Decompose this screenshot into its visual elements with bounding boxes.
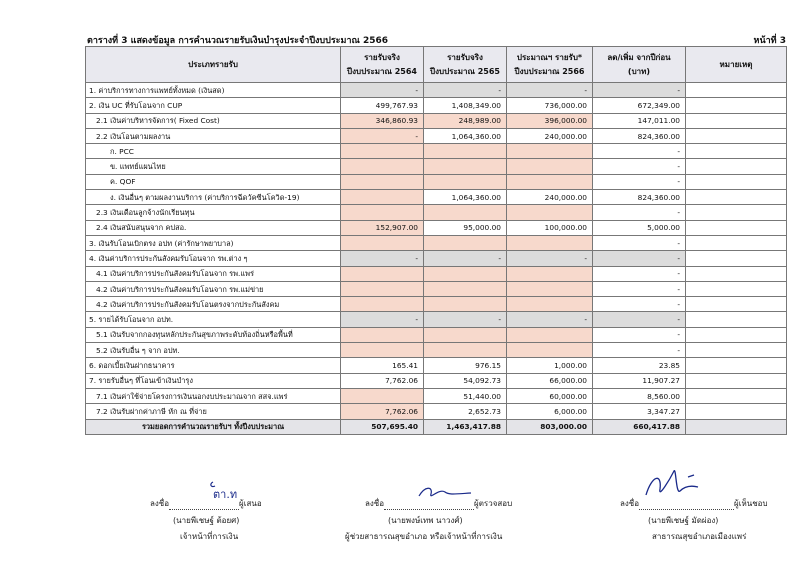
cell-note xyxy=(686,388,787,403)
cell-v3 xyxy=(507,174,593,189)
cell-v4: - xyxy=(593,297,686,312)
table-row xyxy=(86,174,787,189)
row-label: ค. QOF xyxy=(86,174,341,189)
cell-v3: 240,000.00 xyxy=(507,190,593,205)
cell-note xyxy=(686,266,787,281)
row-label: 2. เงิน UC ที่รับโอนจาก CUP xyxy=(86,98,341,113)
table-row xyxy=(86,159,787,174)
cell-v1 xyxy=(341,343,424,358)
cell-v2: 248,989.00 xyxy=(424,113,507,128)
row-label: 1. ค่าบริการทางการแพทย์ทั้งหมด (เงินสด) xyxy=(86,83,341,98)
cell-v4: - xyxy=(593,343,686,358)
total-change: 660,417.88 xyxy=(593,419,686,434)
table-row xyxy=(86,373,787,388)
row-label: 7.1 เงินค่าใช้จ่ายโครงการเงินนอกงบประมาณจาก สสจ.แพร่ xyxy=(86,388,341,403)
cell-note xyxy=(686,327,787,342)
table-row xyxy=(86,113,787,128)
cell-note xyxy=(686,404,787,419)
cell-v3 xyxy=(507,144,593,159)
table-row xyxy=(86,297,787,312)
cell-v3: - xyxy=(507,83,593,98)
table-row xyxy=(86,144,787,159)
cell-v4: 5,000.00 xyxy=(593,220,686,235)
cell-v2 xyxy=(424,159,507,174)
cell-note xyxy=(686,174,787,189)
cell-v1: 165.41 xyxy=(341,358,424,373)
cell-v1: - xyxy=(341,128,424,143)
cell-v1 xyxy=(341,159,424,174)
col-header-note: หมายเหตุ xyxy=(686,47,787,83)
col-header-actual-2565: รายรับจริง ปีงบประมาณ 2565 xyxy=(424,47,507,83)
cell-v4: 147,011.00 xyxy=(593,113,686,128)
cell-v1 xyxy=(341,190,424,205)
cell-v1: 499,767.93 xyxy=(341,98,424,113)
cell-v3 xyxy=(507,159,593,174)
cell-note xyxy=(686,251,787,266)
cell-v1 xyxy=(341,144,424,159)
cell-v1 xyxy=(341,297,424,312)
cell-v2 xyxy=(424,174,507,189)
cell-v2: - xyxy=(424,83,507,98)
signer-name-reviewer: (นายพงษ์เทพ นาวงศ์) xyxy=(388,516,463,525)
cell-v1 xyxy=(341,266,424,281)
cell-v3 xyxy=(507,235,593,250)
cell-v2 xyxy=(424,144,507,159)
cell-v3 xyxy=(507,327,593,342)
cell-note xyxy=(686,358,787,373)
cell-v3: - xyxy=(507,251,593,266)
cell-v2 xyxy=(424,343,507,358)
cell-note xyxy=(686,373,787,388)
signature-block-approver: ลงชื่อ ผู้เห็นชอบ xyxy=(620,499,768,508)
cell-v4: - xyxy=(593,235,686,250)
total-2565: 1,463,417.88 xyxy=(424,419,507,434)
table-row xyxy=(86,235,787,250)
cell-v2: 976.15 xyxy=(424,358,507,373)
col-header-change: ลด/เพิ่ม จากปีก่อน (บาท) xyxy=(593,47,686,83)
cell-v2: - xyxy=(424,251,507,266)
cell-v4: 3,347.27 xyxy=(593,404,686,419)
col-header-actual-2564: รายรับจริง ปีงบประมาณ 2564 xyxy=(341,47,424,83)
cell-v4: - xyxy=(593,83,686,98)
cell-v3: 6,000.00 xyxy=(507,404,593,419)
cell-v3: 100,000.00 xyxy=(507,220,593,235)
cell-v2: 1,064,360.00 xyxy=(424,128,507,143)
signature-block-proposer: ลงชื่อ ผู้เสนอ xyxy=(150,499,262,508)
cell-note xyxy=(686,83,787,98)
table-row xyxy=(86,83,787,98)
table-row xyxy=(86,343,787,358)
cell-v4: - xyxy=(593,251,686,266)
cell-v2: 1,408,349.00 xyxy=(424,98,507,113)
cell-v1 xyxy=(341,205,424,220)
table-row xyxy=(86,205,787,220)
cell-v1 xyxy=(341,388,424,403)
cell-v4: - xyxy=(593,205,686,220)
row-label: 7. รายรับอื่นๆ ที่โอนเข้าเงินบำรุง xyxy=(86,373,341,388)
signer-position-proposer: เจ้าหน้าที่การเงิน xyxy=(180,532,239,541)
cell-v2 xyxy=(424,281,507,296)
cell-note xyxy=(686,281,787,296)
row-label: ข. แพทย์แผนไทย xyxy=(86,159,341,174)
table-row xyxy=(86,388,787,403)
cell-v1: 7,762.06 xyxy=(341,373,424,388)
cell-v4: 672,349.00 xyxy=(593,98,686,113)
cell-v3: 1,000.00 xyxy=(507,358,593,373)
cell-v4: 23.85 xyxy=(593,358,686,373)
row-label: 5. รายได้รับโอนจาก อปท. xyxy=(86,312,341,327)
page-number: หน้าที่ 3 xyxy=(753,36,786,46)
signer-name-proposer: (นายพีเชษฐ์ ต้อยศ) xyxy=(173,516,240,525)
table-row xyxy=(86,220,787,235)
cell-v3 xyxy=(507,205,593,220)
svg-text:ตา.ท: ตา.ท xyxy=(213,488,238,501)
cell-note xyxy=(686,205,787,220)
cell-v1: 7,762.06 xyxy=(341,404,424,419)
handwritten-signature-reviewer xyxy=(415,482,475,506)
cell-v3 xyxy=(507,343,593,358)
cell-v4: - xyxy=(593,144,686,159)
row-label: ง. เงินอื่นๆ ตามผลงานบริการ (ค่าบริการฉีดวัคซีนโควิด-19) xyxy=(86,190,341,205)
cell-v1: - xyxy=(341,83,424,98)
total-2564: 507,695.40 xyxy=(341,419,424,434)
table-header-row xyxy=(86,47,787,83)
signer-position-reviewer: ผู้ช่วยสาธารณสุขอำเภอ หรือเจ้าหน้าที่การเงิน xyxy=(345,532,503,541)
cell-note xyxy=(686,343,787,358)
row-label: 2.2 เงินโอนตามผลงาน xyxy=(86,128,341,143)
handwritten-signature-approver xyxy=(640,465,710,509)
cell-v3: 396,000.00 xyxy=(507,113,593,128)
handwritten-signature-proposer xyxy=(205,476,255,506)
cell-v3 xyxy=(507,297,593,312)
total-2566: 803,000.00 xyxy=(507,419,593,434)
total-row xyxy=(86,419,787,434)
table-row xyxy=(86,312,787,327)
cell-v2: 1,064,360.00 xyxy=(424,190,507,205)
cell-v4: 824,360.00 xyxy=(593,128,686,143)
cell-v4: - xyxy=(593,266,686,281)
cell-v2: 2,652.73 xyxy=(424,404,507,419)
cell-v2: - xyxy=(424,312,507,327)
cell-note xyxy=(686,235,787,250)
cell-v1 xyxy=(341,281,424,296)
signer-name-approver: (นายพีเชษฐ์ มัดผ่อง) xyxy=(648,516,719,525)
cell-v4: - xyxy=(593,281,686,296)
row-label: 2.4 เงินสนับสนุนจาก คปสอ. xyxy=(86,220,341,235)
cell-v2 xyxy=(424,235,507,250)
cell-v2 xyxy=(424,266,507,281)
row-label: 7.2 เงินรับฝากค่าภาษี หัก ณ ที่จ่าย xyxy=(86,404,341,419)
cell-v4: - xyxy=(593,327,686,342)
row-label: 2.1 เงินค่าบริหารจัดการ( Fixed Cost) xyxy=(86,113,341,128)
row-label: 4. เงินค่าบริการประกันสังคมรับโอนจาก รพ.ต่าง ๆ xyxy=(86,251,341,266)
cell-v4: 11,907.27 xyxy=(593,373,686,388)
cell-v3: 66,000.00 xyxy=(507,373,593,388)
total-label: รวมยอดการคำนวณรายรับฯ ทั้งปีงบประมาณ xyxy=(86,419,341,434)
row-label: 6. ดอกเบี้ยเงินฝากธนาคาร xyxy=(86,358,341,373)
cell-v3: - xyxy=(507,312,593,327)
cell-v4: 824,360.00 xyxy=(593,190,686,205)
cell-v4: - xyxy=(593,174,686,189)
cell-v1: 346,860.93 xyxy=(341,113,424,128)
row-label: ก. PCC xyxy=(86,144,341,159)
col-header-estimate-2566: ประมาณฯ รายรับ* ปีงบประมาณ 2566 xyxy=(507,47,593,83)
table-row xyxy=(86,128,787,143)
cell-note xyxy=(686,98,787,113)
cell-note xyxy=(686,113,787,128)
table-row xyxy=(86,251,787,266)
table-row xyxy=(86,190,787,205)
cell-v3: 60,000.00 xyxy=(507,388,593,403)
cell-v4: - xyxy=(593,159,686,174)
signer-position-approver: สาธารณสุขอำเภอเมืองแพร่ xyxy=(652,532,747,541)
cell-v4: 8,560.00 xyxy=(593,388,686,403)
cell-v1: 152,907.00 xyxy=(341,220,424,235)
cell-note xyxy=(686,297,787,312)
table-row xyxy=(86,404,787,419)
cell-note xyxy=(686,190,787,205)
cell-v2: 95,000.00 xyxy=(424,220,507,235)
cell-v3 xyxy=(507,281,593,296)
table-row xyxy=(86,266,787,281)
cell-v2: 54,092.73 xyxy=(424,373,507,388)
cell-v1: - xyxy=(341,251,424,266)
revenue-table xyxy=(85,46,787,435)
cell-note xyxy=(686,128,787,143)
cell-v3 xyxy=(507,266,593,281)
cell-note xyxy=(686,159,787,174)
row-label: 3. เงินรับโอนเบิกตรง อปท (ค่ารักษาพยาบาล) xyxy=(86,235,341,250)
cell-v3: 240,000.00 xyxy=(507,128,593,143)
cell-v2 xyxy=(424,327,507,342)
cell-v1: - xyxy=(341,312,424,327)
cell-v1 xyxy=(341,174,424,189)
cell-v1 xyxy=(341,327,424,342)
row-label: 4.2 เงินค่าบริการประกันสังคมรับโอนจาก รพ.แม่ข่าย xyxy=(86,281,341,296)
page-title: ตารางที่ 3 แสดงข้อมูล การคำนวณรายรับเงินบำรุงประจำปีงบประมาณ 2566 xyxy=(87,36,389,46)
cell-v2 xyxy=(424,297,507,312)
total-note xyxy=(686,419,787,434)
row-label: 4.2 เงินค่าบริการประกันสังคมรับโอนตรงจากประกันสังคม xyxy=(86,297,341,312)
row-label: 4.1 เงินค่าบริการประกันสังคมรับโอนจาก รพ.แพร่ xyxy=(86,266,341,281)
cell-v3: 736,000.00 xyxy=(507,98,593,113)
row-label: 5.1 เงินรับจากกองทุนหลักประกันสุขภาพระดับท้องถิ่นหรือพื้นที่ xyxy=(86,327,341,342)
cell-v1 xyxy=(341,235,424,250)
table-row xyxy=(86,98,787,113)
table-row xyxy=(86,358,787,373)
cell-v2: 51,440.00 xyxy=(424,388,507,403)
cell-note xyxy=(686,144,787,159)
table-row xyxy=(86,327,787,342)
cell-v2 xyxy=(424,205,507,220)
row-label: 2.3 เงินเดือนลูกจ้างนักเรียนทุน xyxy=(86,205,341,220)
cell-note xyxy=(686,220,787,235)
signature-block-reviewer: ลงชื่อ ผู้ตรวจสอบ xyxy=(365,499,513,508)
cell-note xyxy=(686,312,787,327)
col-header-type: ประเภทรายรับ xyxy=(86,47,341,83)
row-label: 5.2 เงินรับอื่น ๆ จาก อปท. xyxy=(86,343,341,358)
table-row xyxy=(86,281,787,296)
cell-v4: - xyxy=(593,312,686,327)
